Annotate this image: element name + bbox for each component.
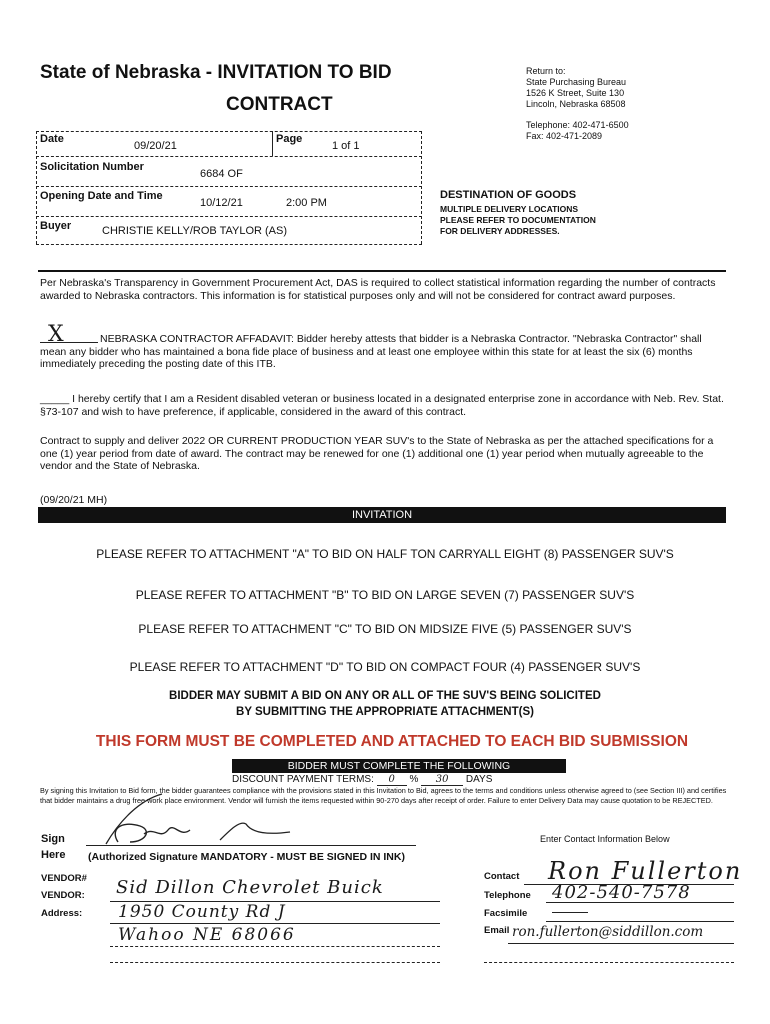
veteran-paragraph: _____ I hereby certify that I am a Resident disabled veteran or business located in a designated enterprise zone in accordance with Neb. Rev. Stat. §73-107 and wish to have preference, if applicable, considered in the award of this contract. xyxy=(40,393,724,418)
attachment-a-ref: PLEASE REFER TO ATTACHMENT "A" TO BID ON HALF TON CARRYALL EIGHT (8) PASSENGER SUV'S xyxy=(96,547,674,561)
info-box xyxy=(36,128,422,246)
return-address xyxy=(526,66,629,142)
legal-text: By signing this Invitation to Bid form, the bidder guarantees compliance with the provisions stated in this Invitation to Bid, agrees to the terms and conditions unless otherwise agreed to (see Section III) and certifies that bidder maintains a drug free work place environment. Vendor will furnish the items requested within 90-270 days after receipt of order. Failure to enter Delivery Data may cause quotation to be REJECTED. xyxy=(40,786,727,805)
address-line1-rule xyxy=(110,923,440,924)
attachment-d-ref: PLEASE REFER TO ATTACHMENT "D" TO BID ON COMPACT FOUR (4) PASSENGER SUV'S xyxy=(129,660,641,674)
address-line3-rule xyxy=(110,962,440,963)
destination-heading: DESTINATION OF GOODS xyxy=(440,189,577,201)
vendor-field[interactable]: Sid Dillon Chevrolet Buick xyxy=(116,877,384,898)
transparency-paragraph: Per Nebraska's Transparency in Government Procurement Act, DAS is required to collect statistical information regarding the number of contracts awarded to Nebraska contractors. This information is for statistical purposes only and will not be considered for contract award purposes. xyxy=(40,277,716,302)
page-value: 1 of 1 xyxy=(332,140,360,152)
email-label: Email xyxy=(484,925,510,936)
affidavit-checkmark: X xyxy=(48,322,64,347)
vendor-number-label: VENDOR# xyxy=(41,873,87,884)
telephone-line xyxy=(546,902,734,903)
facsimile-line[interactable] xyxy=(546,921,734,922)
submit-notice-2: BY SUBMITTING THE APPROPRIATE ATTACHMENT(S) xyxy=(236,706,534,718)
return-line1: State Purchasing Bureau xyxy=(526,77,627,87)
date-label: Date xyxy=(40,133,64,145)
telephone-field[interactable]: 402-540-7578 xyxy=(552,882,691,903)
facsimile-label: Facsimile xyxy=(484,908,528,919)
return-to-label: Return to: xyxy=(526,66,566,76)
bidder-bar: BIDDER MUST COMPLETE THE FOLLOWING xyxy=(232,759,566,773)
affidavit-paragraph: NEBRASKA CONTRACTOR AFFADAVIT: Bidder hereby attests that bidder is a Nebraska Contractor. "Nebraska Contractor" shall mean any bidder who has maintained a bona fide place of business and at least one employee within this state for at least the six (6) months immediately preceding the posting date of this ITB. xyxy=(40,333,702,370)
opening-date: 10/12/21 xyxy=(200,197,243,209)
contact-label: Contact xyxy=(484,871,520,882)
here-label: Here xyxy=(41,849,66,861)
return-line3: Lincoln, Nebraska 68508 xyxy=(526,99,626,109)
destination-line3: FOR DELIVERY ADDRESSES. xyxy=(440,226,560,236)
discount-percent-field[interactable]: 0 xyxy=(377,774,407,786)
email-field[interactable]: ron.fullerton@siddillon.com xyxy=(512,924,704,940)
attachment-c-ref: PLEASE REFER TO ATTACHMENT "C" TO BID ON MIDSIZE FIVE (5) PASSENGER SUV'S xyxy=(138,622,632,636)
opening-time: 2:00 PM xyxy=(286,197,327,209)
attachment-b-ref: PLEASE REFER TO ATTACHMENT "B" TO BID ON LARGE SEVEN (7) PASSENGER SUV'S xyxy=(135,588,635,602)
discount-label: DISCOUNT PAYMENT TERMS: xyxy=(232,774,374,785)
discount-terms xyxy=(232,774,492,786)
telephone-label: Telephone xyxy=(484,890,531,901)
destination-line1: MULTIPLE DELIVERY LOCATIONS xyxy=(440,204,579,214)
destination-line2: PLEASE REFER TO DOCUMENTATION xyxy=(440,215,596,225)
contact-extra-rule xyxy=(484,962,734,963)
submit-notice-1: BIDDER MAY SUBMIT A BID ON ANY OR ALL OF THE SUV'S BEING SOLICITED xyxy=(169,690,601,702)
address-label: Address: xyxy=(41,908,83,919)
date-value: 09/20/21 xyxy=(134,140,177,152)
discount-percent-symbol: % xyxy=(409,774,419,785)
authorized-signature-label: (Authorized Signature MANDATORY - MUST BE SIGNED IN INK) xyxy=(88,851,405,863)
contract-paragraph: Contract to supply and deliver 2022 OR CURRENT PRODUCTION YEAR SUV's to the State of Nebraska as per the attached specifications for a one (1) year period from date of award. The contract may be renewed for one (1) additional one (1) year period when mutually agreeable to the vendor and the State of Nebraska. xyxy=(40,435,714,472)
revision-note: (09/20/21 MH) xyxy=(40,494,108,506)
document-title: State of Nebraska - INVITATION TO BID xyxy=(40,62,392,83)
vendor-label: VENDOR: xyxy=(41,890,85,901)
signature-drawing[interactable] xyxy=(100,790,310,850)
buyer-value: CHRISTIE KELLY/ROB TAYLOR (AS) xyxy=(102,225,288,237)
return-fax: Fax: 402-471-2089 xyxy=(526,131,603,141)
section-divider xyxy=(38,270,726,272)
return-line2: 1526 K Street, Suite 130 xyxy=(526,88,625,98)
discount-days-field[interactable]: 30 xyxy=(421,774,463,786)
buyer-label: Buyer xyxy=(40,220,72,232)
red-notice: THIS FORM MUST BE COMPLETED AND ATTACHED TO EACH BID SUBMISSION xyxy=(95,733,689,750)
email-line xyxy=(508,943,734,944)
address-line2-field[interactable]: Wahoo NE 68066 xyxy=(118,925,296,945)
destination-block xyxy=(440,189,596,237)
solicitation-label: Solicitation Number xyxy=(40,161,144,173)
document-title-line2: CONTRACT xyxy=(226,94,333,115)
return-telephone: Telephone: 402-471-6500 xyxy=(526,120,629,130)
page-label: Page xyxy=(276,133,303,145)
address-line2-rule xyxy=(110,946,440,947)
invitation-bar: INVITATION xyxy=(38,507,726,523)
facsimile-dash xyxy=(552,912,588,913)
sign-label: Sign xyxy=(41,833,65,845)
enter-contact-label: Enter Contact Information Below xyxy=(540,834,670,844)
contact-field[interactable]: Ron Fullerton xyxy=(548,857,743,885)
opening-label: Opening Date and Time xyxy=(40,190,163,202)
solicitation-value: 6684 OF xyxy=(200,168,243,180)
discount-days-label: DAYS xyxy=(465,774,493,785)
address-line1-field[interactable]: 1950 County Rd J xyxy=(118,902,286,922)
